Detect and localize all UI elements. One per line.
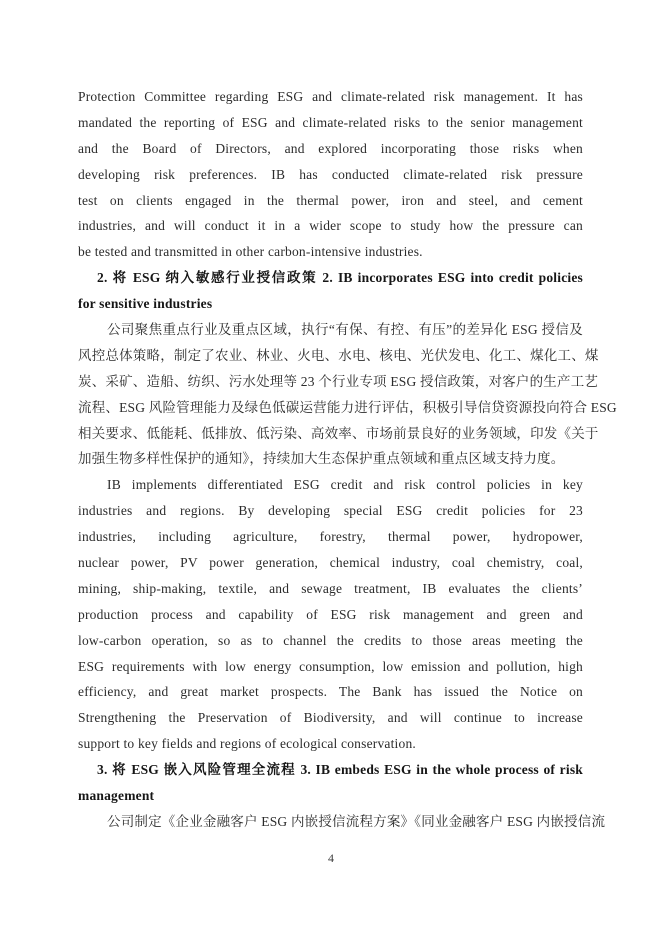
- paragraph: [78, 472, 583, 757]
- text-line: for sensitive industries: [78, 296, 213, 312]
- text-line: low-carbon operation, so as to channel the credits to those areas meeting the: [78, 632, 583, 648]
- text-line: support to key fields and regions of ecological conservation.: [78, 736, 416, 752]
- text-line: nuclear power, PV power generation, chemical industry, coal chemistry, coal,: [78, 555, 583, 571]
- text-line: ESG requirements with low energy consumption, low emission and pollution, high: [78, 658, 583, 674]
- page-number: 4: [328, 851, 334, 865]
- paragraph: [78, 84, 583, 265]
- text-line: industries, and will conduct it in a wider scope to study how the pressure can: [78, 218, 583, 234]
- text-line: industries, including agriculture, forestry, thermal power, hydropower,: [78, 529, 583, 545]
- text-line: 相关要求、低能耗、低排放、低污染、高效率、市场前景良好的业务领域，印发《关于: [78, 425, 599, 441]
- document-content: [78, 84, 617, 835]
- text-line: 公司聚焦重点行业及重点区域，执行“有保、有控、有压”的差异化 ESG 授信及: [107, 322, 583, 338]
- text-line: and the Board of Directors, and explored incorporating those risks when: [78, 140, 583, 156]
- text-line: test on clients engaged in the thermal power, iron and steel, and cement: [78, 192, 583, 208]
- text-line: be tested and transmitted in other carbon-intensive industries.: [78, 244, 423, 260]
- text-line: mining, ship-making, textile, and sewage treatment, IB evaluates the clients’: [78, 580, 583, 596]
- text-line: 流程、ESG 风险管理能力及绿色低碳运营能力进行评估，积极引导信贷资源投向符合 ESG: [78, 399, 617, 415]
- text-line: Strengthening the Preservation of Biodiversity, and will continue to increase: [78, 710, 583, 726]
- text-line: 3. 将 ESG 嵌入风险管理全流程 3. IB embeds ESG in the whole process of risk: [97, 762, 583, 778]
- text-line: production process and capability of ESG risk management and green and: [78, 606, 583, 622]
- text-line: 加强生物多样性保护的通知》，持续加大生态保护重点领域和重点区域支持力度。: [78, 451, 565, 467]
- text-line: 炭、采矿、造船、纺织、污水处理等 23 个行业专项 ESG 授信政策，对客户的生产工艺: [78, 373, 599, 389]
- section-heading: [78, 757, 583, 809]
- text-line: 风控总体策略，制定了农业、林业、火电、水电、核电、光伏发电、化工、煤化工、煤: [78, 347, 599, 363]
- text-line: management: [78, 788, 155, 804]
- paragraph: [78, 317, 617, 472]
- text-line: 2. 将 ESG 纳入敏感行业授信政策 2. IB incorporates ESG into credit policies: [97, 270, 583, 286]
- text-line: Protection Committee regarding ESG and climate-related risk management. It has: [78, 89, 583, 104]
- section-heading: [78, 265, 583, 317]
- text-line: 公司制定《企业金融客户 ESG 内嵌授信流程方案》《同业金融客户 ESG 内嵌授信流: [107, 813, 606, 829]
- text-line: IB implements differentiated ESG credit and risk control policies in key: [107, 477, 583, 493]
- text-line: industries and regions. By developing special ESG credit policies for 23: [78, 503, 583, 519]
- text-line: developing risk preferences. IB has conducted climate-related risk pressure: [78, 166, 583, 182]
- text-line: efficiency, and great market prospects. The Bank has issued the Notice on: [78, 684, 583, 700]
- text-line: mandated the reporting of ESG and climate-related risks to the senior management: [78, 114, 583, 130]
- paragraph: [78, 809, 606, 835]
